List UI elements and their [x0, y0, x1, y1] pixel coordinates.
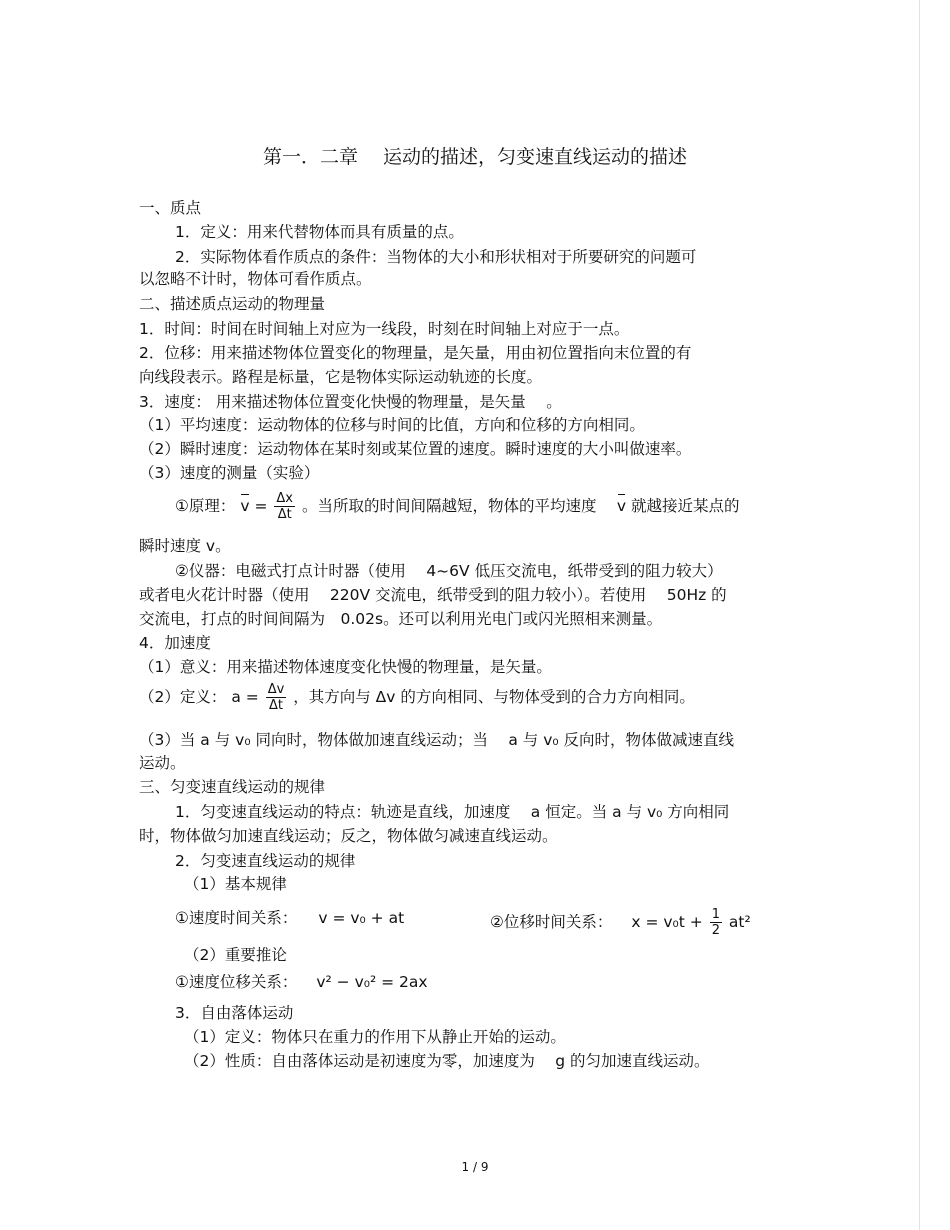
free-fall-property: （2）性质：自由落体运动是初速度为零，加速度为 g 的匀加速直线运动。	[184, 1052, 710, 1070]
fraction-denominator: 2	[711, 923, 720, 938]
section-heading-quantities: 二、描述质点运动的物理量	[139, 295, 326, 313]
instrument-line1: ②仪器：电磁式打点计时器（使用 4~6V 低压交流电，纸带受到的阻力较大）	[175, 562, 723, 580]
instrument-line3: 交流电，打点的时间间隔为 0.02s。还可以利用光电门或闪光照相来测量。	[139, 610, 663, 628]
definition-label: （2）定义：	[139, 688, 227, 706]
half-fraction	[710, 907, 722, 938]
page-title: 第一．二章 运动的描述，匀变速直线运动的描述	[262, 146, 688, 168]
formula-start: x = v₀t +	[631, 913, 703, 931]
formula: v = v₀ + at	[318, 909, 405, 927]
acceleration-direction-line1: （3）当 a 与 v₀ 同向时，物体做加速直线运动；当 a 与 v₀ 反向时，物体做减速直线	[139, 731, 735, 749]
page-edge	[919, 0, 920, 1230]
v-bar-symbol: v	[240, 497, 250, 515]
equals-sign: =	[245, 688, 259, 706]
inference-heading: （2）重要推论	[184, 946, 287, 964]
v-bar-symbol: v	[616, 497, 627, 515]
section-heading-particle: 一、质点	[139, 199, 202, 217]
section-heading-laws: 三、匀变速直线运动的规律	[139, 778, 326, 796]
velocity-displacement-formula	[175, 971, 428, 993]
acceleration-meaning: （1）意义：用来描述物体速度变化快慢的物理量，是矢量。	[139, 658, 552, 676]
particle-definition: 1．定义：用来代替物体而具有质量的点。	[175, 223, 464, 241]
principle-line2: 瞬时速度 v。	[139, 537, 231, 555]
velocity-fraction	[274, 491, 295, 522]
displacement-line1: 2．位移：用来描述物体位置变化的物理量，是矢量，用由初位置指向末位置的有	[139, 344, 692, 362]
free-fall-definition: （1）定义：物体只在重力的作用下从静止开始的运动。	[184, 1028, 566, 1046]
displacement-time-formula	[490, 907, 751, 938]
instrument-line2: 或者电火花计时器（使用 220V 交流电，纸带受到的阻力较小）。若使用 50Hz 的	[139, 586, 727, 604]
formula-label: ①速度位移关系：	[175, 973, 298, 991]
acceleration-heading: 4．加速度	[139, 634, 211, 652]
equals-sign: =	[254, 497, 268, 515]
particle-condition-line1: 2．实际物体看作质点的条件：当物体的大小和形状相对于所要研究的问题可	[175, 248, 697, 266]
principle-label: ①原理：	[175, 497, 236, 515]
formula-label: ①速度时间关系：	[175, 909, 298, 927]
velocity-time-formula	[175, 907, 404, 929]
uniform-features-line2: 时，物体做匀加速直线运动；反之，物体做匀减速直线运动。	[139, 827, 558, 845]
principle-text: 。当所取的时间间隔越短，物体的平均速度	[301, 497, 612, 515]
fraction-numerator: 1	[711, 907, 720, 922]
definition-text: ，其方向与 Δv 的方向相同、与物体受到的合力方向相同。	[293, 688, 695, 706]
fraction-denominator: Δt	[277, 507, 292, 522]
acceleration-fraction	[266, 682, 287, 713]
particle-condition-line2: 以忽略不计时，物体可看作质点。	[139, 270, 372, 288]
velocity-measurement: （3）速度的测量（实验）	[139, 464, 320, 482]
formula-end: at²	[728, 913, 751, 931]
basic-laws-heading: （1）基本规律	[184, 875, 287, 893]
formula: v² − v₀² = 2ax	[316, 973, 428, 991]
time-paragraph: 1．时间：时间在时间轴上对应为一线段，时刻在时间轴上对应于一点。	[139, 320, 630, 338]
formula-label: ②位移时间关系：	[490, 913, 613, 931]
velocity-heading: 3．速度： 用来描述物体位置变化快慢的物理量，是矢量 。	[139, 393, 562, 411]
fraction-numerator: Δx	[276, 491, 293, 506]
acceleration-definition	[139, 682, 695, 713]
a-symbol: a	[231, 688, 241, 706]
laws-heading: 2．匀变速直线运动的规律	[175, 852, 356, 870]
principle-line	[175, 491, 740, 522]
acceleration-direction-line2: 运动。	[139, 754, 186, 772]
instantaneous-velocity: （2）瞬时速度：运动物体在某时刻或某位置的速度。瞬时速度的大小叫做速率。	[139, 440, 692, 458]
displacement-line2: 向线段表示。路程是标量，它是物体实际运动轨迹的长度。	[139, 368, 543, 386]
free-fall-heading: 3．自由落体运动	[175, 1004, 294, 1022]
fraction-numerator: Δv	[267, 682, 285, 697]
principle-text-end: 就越接近某点的	[631, 497, 740, 515]
page-number: 1 / 9	[461, 1160, 489, 1174]
average-velocity: （1）平均速度：运动物体的位移与时间的比值，方向和位移的方向相同。	[139, 416, 645, 434]
uniform-features-line1: 1．匀变速直线运动的特点：轨迹是直线，加速度 a 恒定。当 a 与 v₀ 方向相同	[175, 803, 730, 821]
fraction-denominator: Δt	[268, 698, 283, 713]
